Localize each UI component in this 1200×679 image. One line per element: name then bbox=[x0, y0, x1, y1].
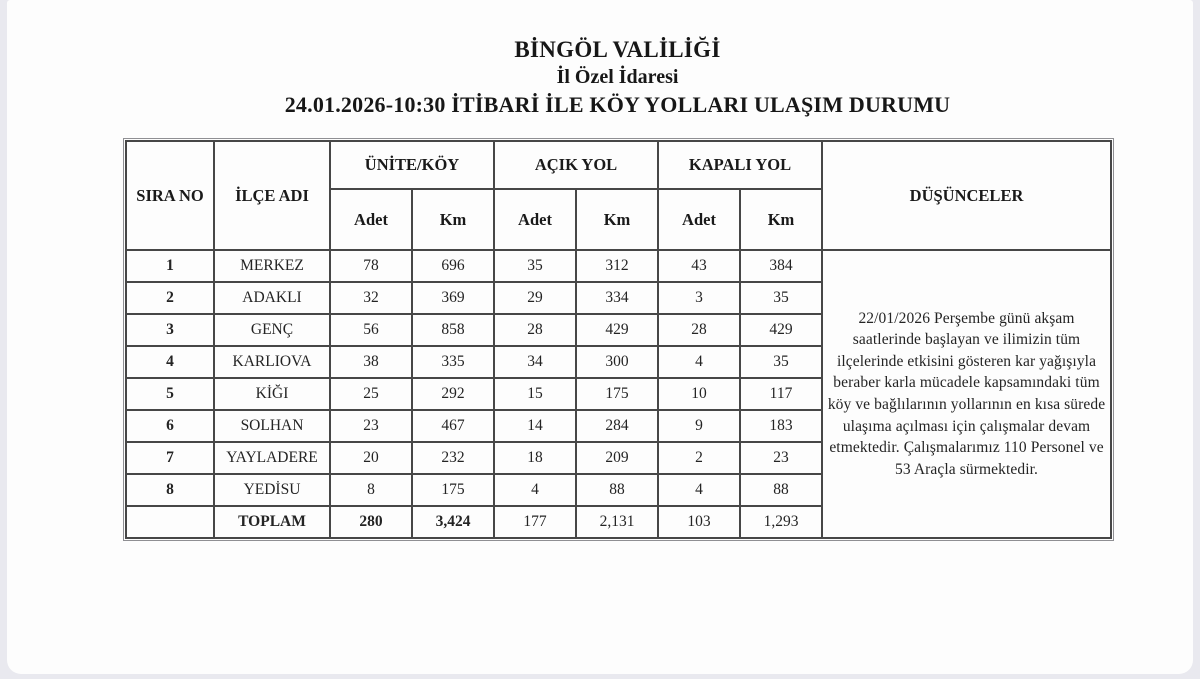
district-name: MERKEZ bbox=[214, 250, 330, 282]
col-header-acik-yol: AÇIK YOL bbox=[494, 141, 658, 189]
total-unit-count: 280 bbox=[330, 506, 412, 538]
col-header-sira-no: SIRA NO bbox=[126, 141, 214, 250]
district-name: YEDİSU bbox=[214, 474, 330, 506]
open-km: 312 bbox=[576, 250, 658, 282]
closed-count: 43 bbox=[658, 250, 740, 282]
total-closed-count: 103 bbox=[658, 506, 740, 538]
district-name: KİĞI bbox=[214, 378, 330, 410]
district-name: KARLIOVA bbox=[214, 346, 330, 378]
subcol-kapali-adet: Adet bbox=[658, 189, 740, 250]
unit-km: 232 bbox=[412, 442, 494, 474]
open-km: 334 bbox=[576, 282, 658, 314]
remarks-cell: 22/01/2026 Perşembe günü akşam saatlerinde başlayan ve ilimizin tüm ilçelerinde etkisini gösteren kar yağışıyla beraber karla mücadele kapsamındaki tüm köy ve bağlılarının yollarının en kısa sürede ulaşıma açılması için çalışmalar devam etmektedir. Çalışmalarımız 110 Personel ve 53 Araçla sürmektedir. bbox=[822, 250, 1111, 538]
district-name: YAYLADERE bbox=[214, 442, 330, 474]
closed-count: 10 bbox=[658, 378, 740, 410]
document-title-block bbox=[125, 36, 1110, 120]
document-page bbox=[7, 0, 1193, 674]
row-number: 6 bbox=[126, 410, 214, 442]
unit-km: 369 bbox=[412, 282, 494, 314]
open-km: 300 bbox=[576, 346, 658, 378]
total-open-count: 177 bbox=[494, 506, 576, 538]
subcol-kapali-km: Km bbox=[740, 189, 822, 250]
closed-count: 28 bbox=[658, 314, 740, 346]
row-number: 7 bbox=[126, 442, 214, 474]
closed-km: 117 bbox=[740, 378, 822, 410]
unit-km: 175 bbox=[412, 474, 494, 506]
open-count: 14 bbox=[494, 410, 576, 442]
closed-count: 4 bbox=[658, 474, 740, 506]
closed-km: 35 bbox=[740, 346, 822, 378]
closed-km: 429 bbox=[740, 314, 822, 346]
closed-km: 183 bbox=[740, 410, 822, 442]
total-open-km: 2,131 bbox=[576, 506, 658, 538]
unit-km: 696 bbox=[412, 250, 494, 282]
closed-count: 9 bbox=[658, 410, 740, 442]
open-count: 34 bbox=[494, 346, 576, 378]
open-km: 284 bbox=[576, 410, 658, 442]
unit-km: 335 bbox=[412, 346, 494, 378]
total-row-empty-cell bbox=[126, 506, 214, 538]
unit-count: 56 bbox=[330, 314, 412, 346]
subcol-acik-km: Km bbox=[576, 189, 658, 250]
open-count: 15 bbox=[494, 378, 576, 410]
table-header-row-1 bbox=[126, 141, 1111, 189]
row-number: 4 bbox=[126, 346, 214, 378]
open-km: 88 bbox=[576, 474, 658, 506]
row-number: 3 bbox=[126, 314, 214, 346]
subcol-unite-adet: Adet bbox=[330, 189, 412, 250]
closed-km: 23 bbox=[740, 442, 822, 474]
open-count: 35 bbox=[494, 250, 576, 282]
closed-km: 384 bbox=[740, 250, 822, 282]
unit-count: 32 bbox=[330, 282, 412, 314]
closed-count: 2 bbox=[658, 442, 740, 474]
open-km: 175 bbox=[576, 378, 658, 410]
closed-km: 88 bbox=[740, 474, 822, 506]
subcol-acik-adet: Adet bbox=[494, 189, 576, 250]
table-row-merkez bbox=[126, 250, 1111, 282]
district-name: GENÇ bbox=[214, 314, 330, 346]
open-count: 18 bbox=[494, 442, 576, 474]
page-subtitle: İl Özel İdaresi bbox=[556, 66, 679, 88]
closed-count: 3 bbox=[658, 282, 740, 314]
unit-count: 8 bbox=[330, 474, 412, 506]
district-name: SOLHAN bbox=[214, 410, 330, 442]
closed-km: 35 bbox=[740, 282, 822, 314]
unit-km: 292 bbox=[412, 378, 494, 410]
open-count: 28 bbox=[494, 314, 576, 346]
page-title: BİNGÖL VALİLİĞİ bbox=[514, 37, 721, 62]
unit-km: 858 bbox=[412, 314, 494, 346]
unit-count: 23 bbox=[330, 410, 412, 442]
unit-count: 25 bbox=[330, 378, 412, 410]
row-number: 5 bbox=[126, 378, 214, 410]
total-closed-km: 1,293 bbox=[740, 506, 822, 538]
district-name: ADAKLI bbox=[214, 282, 330, 314]
open-count: 4 bbox=[494, 474, 576, 506]
report-date-title: 24.01.2026-10:30 İTİBARİ İLE KÖY YOLLARI ULAŞIM DURUMU bbox=[284, 92, 951, 117]
col-header-kapali-yol: KAPALI YOL bbox=[658, 141, 822, 189]
road-status-table bbox=[125, 140, 1112, 539]
unit-count: 78 bbox=[330, 250, 412, 282]
open-km: 209 bbox=[576, 442, 658, 474]
total-label: TOPLAM bbox=[214, 506, 330, 538]
subcol-unite-km: Km bbox=[412, 189, 494, 250]
unit-km: 467 bbox=[412, 410, 494, 442]
unit-count: 38 bbox=[330, 346, 412, 378]
closed-count: 4 bbox=[658, 346, 740, 378]
row-number: 8 bbox=[126, 474, 214, 506]
col-header-dusunceler: DÜŞÜNCELER bbox=[822, 141, 1111, 250]
total-unit-km: 3,424 bbox=[412, 506, 494, 538]
unit-count: 20 bbox=[330, 442, 412, 474]
col-header-ilce-adi: İLÇE ADI bbox=[214, 141, 330, 250]
col-header-unite-koy: ÜNİTE/KÖY bbox=[330, 141, 494, 189]
open-count: 29 bbox=[494, 282, 576, 314]
row-number: 2 bbox=[126, 282, 214, 314]
row-number: 1 bbox=[126, 250, 214, 282]
open-km: 429 bbox=[576, 314, 658, 346]
